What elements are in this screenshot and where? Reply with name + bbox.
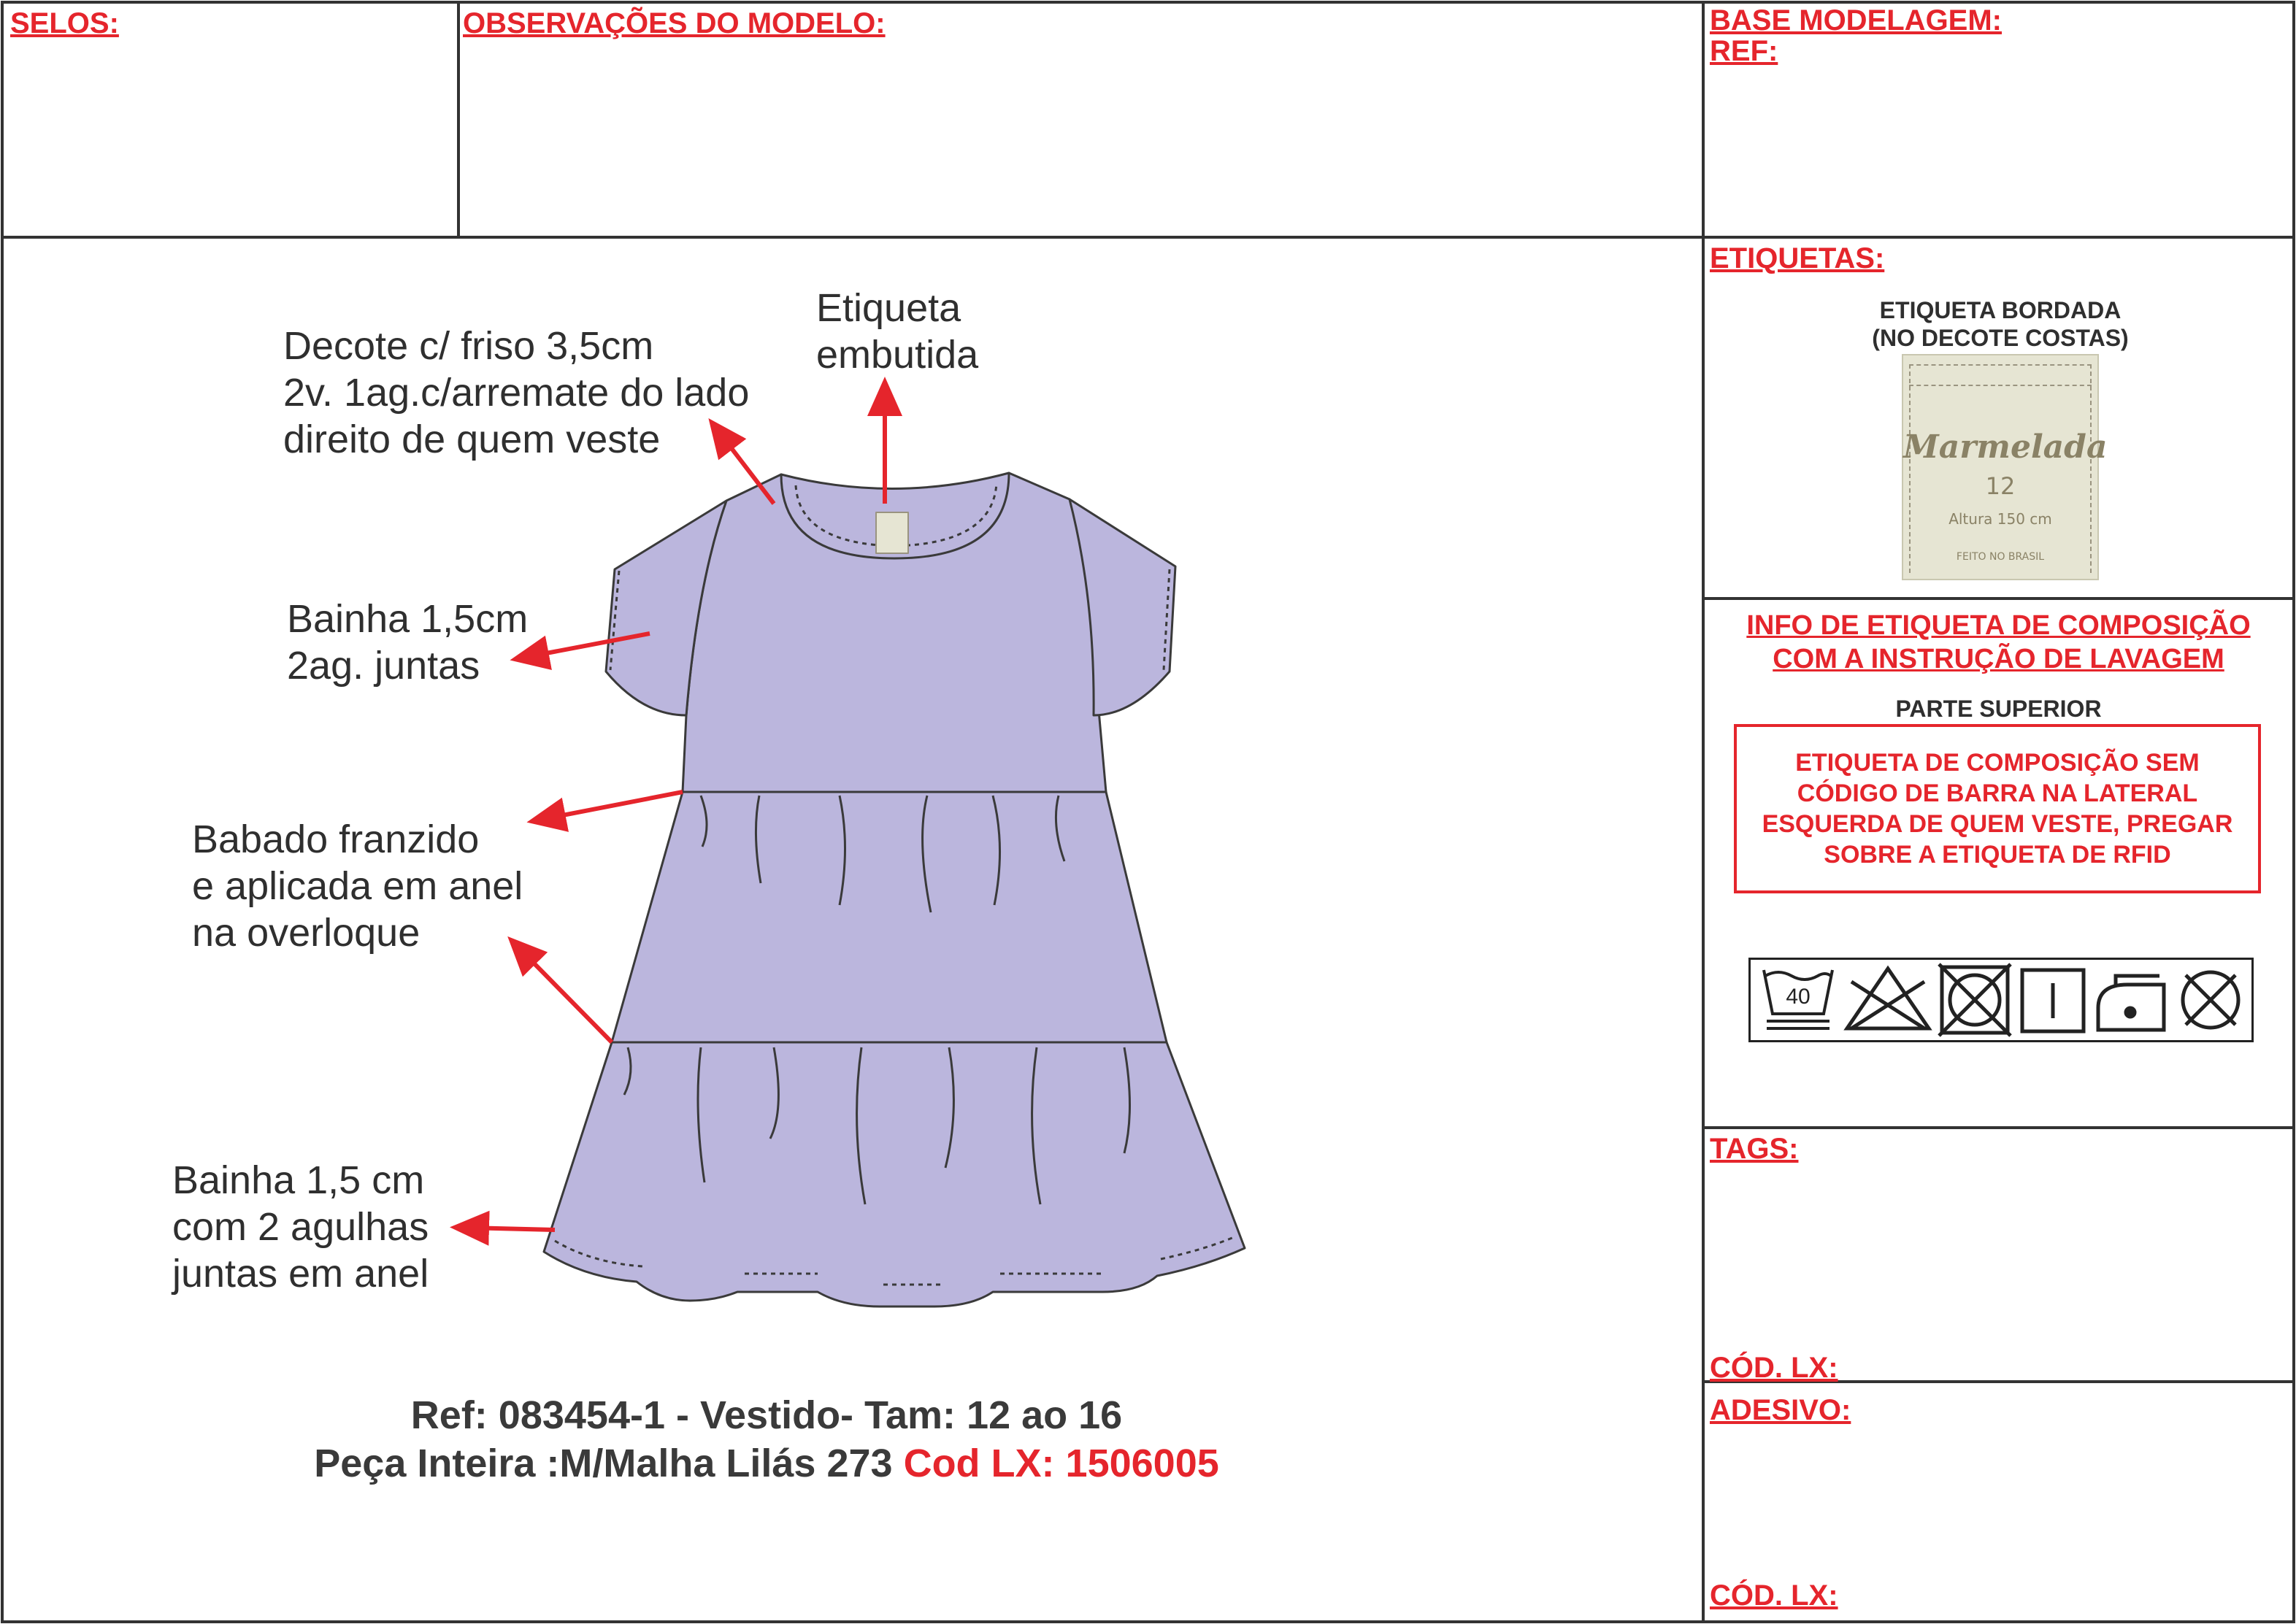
note-decote-line-3: direito de quem veste: [283, 417, 661, 461]
etiquetas-label: ETIQUETAS:: [1710, 242, 1885, 274]
label-height: Altura 150 cm: [1948, 510, 2052, 528]
label-brand: Marmelada: [1903, 428, 2108, 466]
no-dry-clean-icon: [2183, 972, 2238, 1028]
note-etiqueta-line-2: embutida: [816, 333, 979, 377]
adesivo-label: ADESIVO:: [1710, 1394, 1851, 1426]
peca-text: Peça Inteira :M/Malha Lilás 273: [314, 1442, 904, 1485]
no-bleach-icon: [1847, 969, 1929, 1028]
skirt-lower-tier: [544, 1042, 1245, 1306]
line-dry-icon: [2022, 970, 2084, 1031]
note-decote: [283, 323, 749, 463]
neck-label-mini: [876, 512, 908, 553]
label-size: 12: [1985, 472, 2016, 500]
note-bainha-saia-line-1: Bainha 1,5 cm: [172, 1158, 425, 1202]
wash-40-icon: [1764, 970, 1832, 1028]
info-title-line-2: COM A INSTRUÇÃO DE LAVAGEM: [1773, 644, 2224, 674]
note-babado-line-1: Babado franzido: [192, 817, 480, 861]
composicao-box: [1734, 724, 2261, 893]
note-bainha-manga-line-1: Bainha 1,5cm: [287, 597, 529, 641]
no-tumble-dry-icon: [1939, 964, 2011, 1036]
cod-lx-value: Cod LX: 1506005: [903, 1442, 1219, 1485]
ref-label: REF:: [1710, 35, 1778, 67]
note-etiqueta-line-1: Etiqueta: [816, 286, 961, 330]
note-babado-line-2: e aplicada em anel: [192, 864, 523, 908]
label-fold-line: [1909, 385, 2092, 386]
info-title-line-1: INFO DE ETIQUETA DE COMPOSIÇÃO: [1746, 610, 2251, 641]
note-bainha-saia-line-2: com 2 agulhas: [172, 1205, 429, 1249]
tags-label: TAGS:: [1710, 1133, 1799, 1165]
arrow-bainha-saia: [467, 1228, 555, 1230]
base-modelagem-label: BASE MODELAGEM:: [1710, 4, 2002, 36]
care-symbols-strip: [1748, 958, 2254, 1042]
note-bainha-manga-line-2: 2ag. juntas: [287, 644, 480, 688]
composicao-line-4: SOBRE A ETIQUETA DE RFID: [1824, 841, 2171, 869]
arrow-anel: [520, 949, 612, 1042]
etiqueta-bordada-line-2: (NO DECOTE COSTAS): [1872, 325, 2129, 351]
composicao-line-2: CÓDIGO DE BARRA NA LATERAL: [1797, 780, 2198, 807]
parte-superior-label: PARTE SUPERIOR: [1895, 696, 2102, 722]
footer-info: [146, 1391, 1387, 1488]
selos-label: SELOS:: [10, 7, 119, 39]
cod-lx-label-adesivo: CÓD. LX:: [1710, 1579, 1838, 1612]
note-babado: [192, 816, 523, 956]
iron-low-icon: [2098, 976, 2164, 1030]
arrow-babado: [544, 792, 683, 819]
label-stitch-side-left: [1909, 364, 1911, 573]
note-bainha-saia: [172, 1157, 429, 1297]
note-bainha-manga: [287, 596, 528, 689]
skirt-upper-tier: [612, 792, 1167, 1042]
note-babado-line-3: na overloque: [192, 911, 421, 955]
observacoes-label: OBSERVAÇÕES DO MODELO:: [463, 7, 886, 39]
woven-label: [1902, 354, 2108, 580]
label-stitch-top: [1909, 364, 2092, 366]
info-composicao-title: [1705, 609, 2292, 676]
ref-line: Ref: 083454-1 - Vestido- Tam: 12 ao 16: [410, 1393, 1123, 1437]
note-bainha-saia-line-3: juntas em anel: [172, 1252, 429, 1296]
dress: [544, 473, 1245, 1306]
cod-lx-label-tags: CÓD. LX:: [1710, 1352, 1838, 1384]
etiqueta-bordada-title: [1825, 296, 2176, 352]
note-decote-line-2: 2v. 1ag.c/arremate do lado: [283, 371, 750, 415]
etiqueta-bordada-line-1: ETIQUETA BORDADA: [1879, 297, 2122, 323]
label-stitch-side-right: [2090, 364, 2092, 573]
note-decote-line-1: Decote c/ friso 3,5cm: [283, 324, 654, 368]
wash-temp: 40: [1786, 985, 1811, 1009]
composicao-line-1: ETIQUETA DE COMPOSIÇÃO SEM: [1795, 749, 2200, 777]
care-symbols: [1751, 960, 2251, 1040]
note-etiqueta-embutida: [816, 285, 978, 378]
label-origin: FEITO NO BRASIL: [1956, 551, 2045, 563]
peca-line: [146, 1439, 1387, 1488]
composicao-line-3: ESQUERDA DE QUEM VESTE, PREGAR: [1762, 810, 2233, 838]
